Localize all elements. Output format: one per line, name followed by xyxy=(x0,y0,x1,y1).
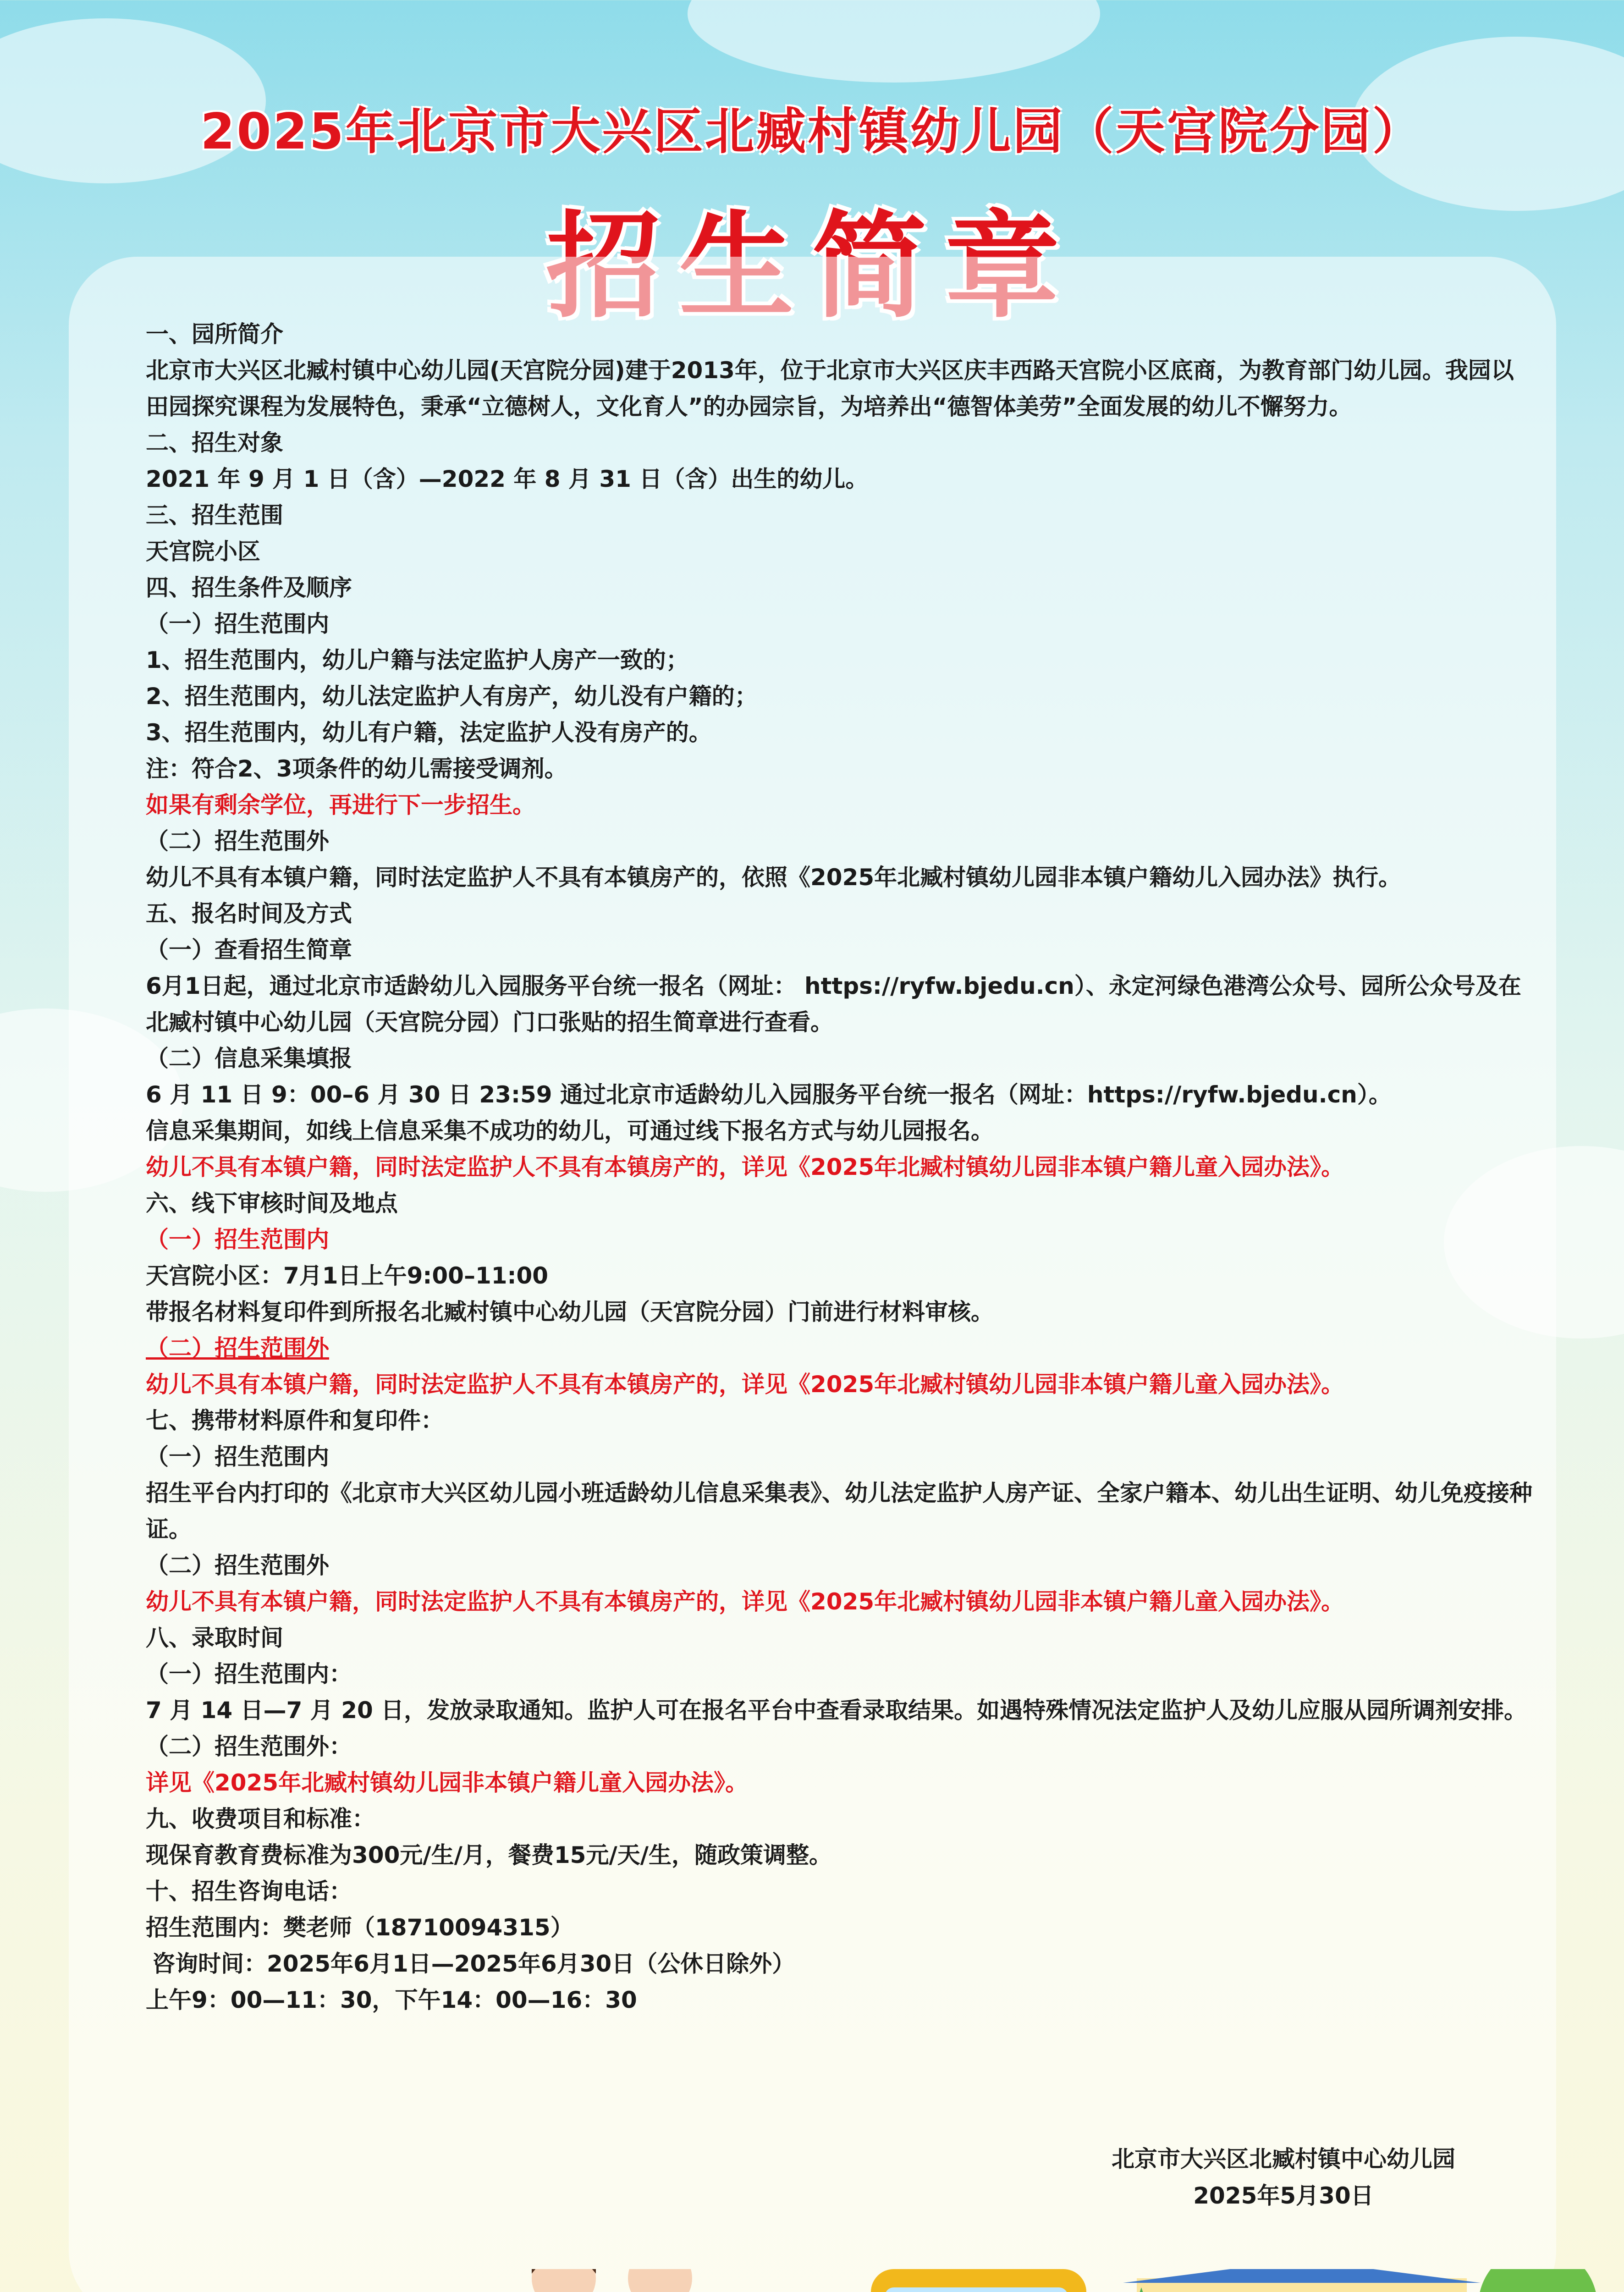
brochure-line: 北京市大兴区北臧村镇中心幼儿园(天宫院分园)建于2013年，位于北京市大兴区庆丰西路天宫院小区底商，为教育部门幼儿园。我园以田园探究课程为发展特色，秉承“立德树人，文化育人”的办园宗旨，为培养出“德智体美劳”全面发展的幼儿不懈努力。 xyxy=(146,357,1514,420)
signature-block xyxy=(1054,2141,1513,2214)
brochure-line: （一）招生范围内 xyxy=(146,1226,329,1253)
brochure-line: 十、招生咨询电话： xyxy=(146,1878,352,1905)
brochure-line: 现保育教育费标准为300元/生/月，餐费15元/天/生，随政策调整。 xyxy=(146,1842,832,1868)
children-illustration xyxy=(532,2269,692,2292)
brochure-line: （二）招生范围外： xyxy=(146,1733,352,1760)
brochure-line: 幼儿不具有本镇户籍，同时法定监护人不具有本镇房产的，详见《2025年北臧村镇幼儿园非本镇户籍儿童入园办法》。 xyxy=(146,1588,1344,1615)
brochure-line: 幼儿不具有本镇户籍，同时法定监护人不具有本镇房产的，详见《2025年北臧村镇幼儿园非本镇户籍儿童入园办法》。 xyxy=(146,1371,1344,1398)
brochure-line: （一）招生范围内 xyxy=(146,1444,329,1470)
brochure-line: 二、招生对象 xyxy=(146,430,283,456)
brochure-line: 五、报名时间及方式 xyxy=(146,900,352,927)
brochure-line: （一）查看招生简章 xyxy=(146,937,352,963)
brochure-line: 招生平台内打印的《北京市大兴区幼儿园小班适龄幼儿信息采集表》、幼儿法定监护人房产证、全家户籍本、幼儿出生证明、幼儿免疫接种证。 xyxy=(146,1480,1532,1543)
brochure-line: （二）招生范围外 xyxy=(146,828,329,854)
brochure-line: （二）信息采集填报 xyxy=(146,1045,352,1072)
brochure-line: 四、招生条件及顺序 xyxy=(146,574,352,601)
brochure-line: （二）招生范围外 xyxy=(146,1552,329,1579)
brochure-line: 如果有剩余学位，再进行下一步招生。 xyxy=(146,792,535,818)
brochure-line: 八、录取时间 xyxy=(146,1625,283,1651)
brochure-line: 6 月 11 日 9：00–6 月 30 日 23:59 通过北京市适龄幼儿入园服务平台统一报名（网址：https://ryfw.bjedu.cn）。 xyxy=(146,1081,1392,1108)
brochure-line: 3、招生范围内，幼儿有户籍，法定监护人没有房产的。 xyxy=(146,719,712,746)
brochure-line: （二）招生范围外 xyxy=(146,1335,329,1361)
signature-org: 北京市大兴区北臧村镇中心幼儿园 xyxy=(1112,2146,1455,2172)
brochure-line: （一）招生范围内： xyxy=(146,1661,352,1687)
brochure-line: 详见《2025年北臧村镇幼儿园非本镇户籍儿童入园办法》。 xyxy=(146,1769,749,1796)
brochure-line: 天宫院小区：7月1日上午9:00–11:00 xyxy=(146,1262,549,1289)
brochure-line: 招生范围内：樊老师（18710094315） xyxy=(146,1914,573,1941)
brochure-line: 咨询时间：2025年6月1日—2025年6月30日（公休日除外） xyxy=(152,1950,795,1977)
brochure-line: （一）招生范围内 xyxy=(146,611,329,637)
brochure-line: 幼儿不具有本镇户籍，同时法定监护人不具有本镇房产的，详见《2025年北臧村镇幼儿园非本镇户籍儿童入园办法》。 xyxy=(146,1154,1344,1180)
school-building-illustration xyxy=(1123,2269,1481,2292)
brochure-line: 六、线下审核时间及地点 xyxy=(146,1190,398,1217)
brochure-line: 三、招生范围 xyxy=(146,502,283,529)
brochure-line: 七、携带材料原件和复印件： xyxy=(146,1407,444,1434)
brochure-line: 信息采集期间，如线上信息采集不成功的幼儿，可通过线下报名方式与幼儿园报名。 xyxy=(146,1118,994,1144)
bottom-illustration xyxy=(0,2269,1624,2292)
brochure-line: 2021 年 9 月 1 日（含）—2022 年 8 月 31 日（含）出生的幼儿。 xyxy=(146,466,869,492)
poster-subtitle: 2025年北京市大兴区北臧村镇幼儿园（天宫院分园） xyxy=(200,103,1424,160)
school-bus-illustration xyxy=(871,2269,1086,2292)
brochure-line: 一、园所简介 xyxy=(146,321,283,347)
cloud-decoration xyxy=(688,0,1100,83)
brochure-line: 幼儿不具有本镇户籍，同时法定监护人不具有本镇房产的，依照《2025年北臧村镇幼儿园非本镇户籍幼儿入园办法》执行。 xyxy=(146,864,1402,891)
brochure-line: 7 月 14 日—7 月 20 日，发放录取通知。监护人可在报名平台中查看录取结果。如遇特殊情况法定监护人及幼儿应服从园所调剂安排。 xyxy=(146,1697,1527,1724)
brochure-line: 上午9：00—11：30，下午14：00—16：30 xyxy=(146,1987,637,2013)
brochure-line: 九、收费项目和标准： xyxy=(146,1806,375,1832)
signature-date: 2025年5月30日 xyxy=(1193,2182,1374,2209)
brochure-line: 6月1日起，通过北京市适龄幼儿入园服务平台统一报名（网址： https://ryfw.bjedu.cn）、永定河绿色港湾公众号、园所公众号及在北臧村镇中心幼儿园（天宫院分园）门口张贴的招生简章进行查看。 xyxy=(146,973,1521,1036)
brochure-line: 带报名材料复印件到所报名北臧村镇中心幼儿园（天宫院分园）门前进行材料审核。 xyxy=(146,1299,994,1325)
brochure-line: 天宫院小区 xyxy=(146,538,260,565)
brochure-body xyxy=(146,316,1535,2018)
brochure-line: 1、招生范围内，幼儿户籍与法定监护人房产一致的； xyxy=(146,647,689,673)
brochure-line: 2、招生范围内，幼儿法定监护人有房产，幼儿没有户籍的； xyxy=(146,683,758,710)
brochure-line: 注：符合2、3项条件的幼儿需接受调剂。 xyxy=(146,755,567,782)
